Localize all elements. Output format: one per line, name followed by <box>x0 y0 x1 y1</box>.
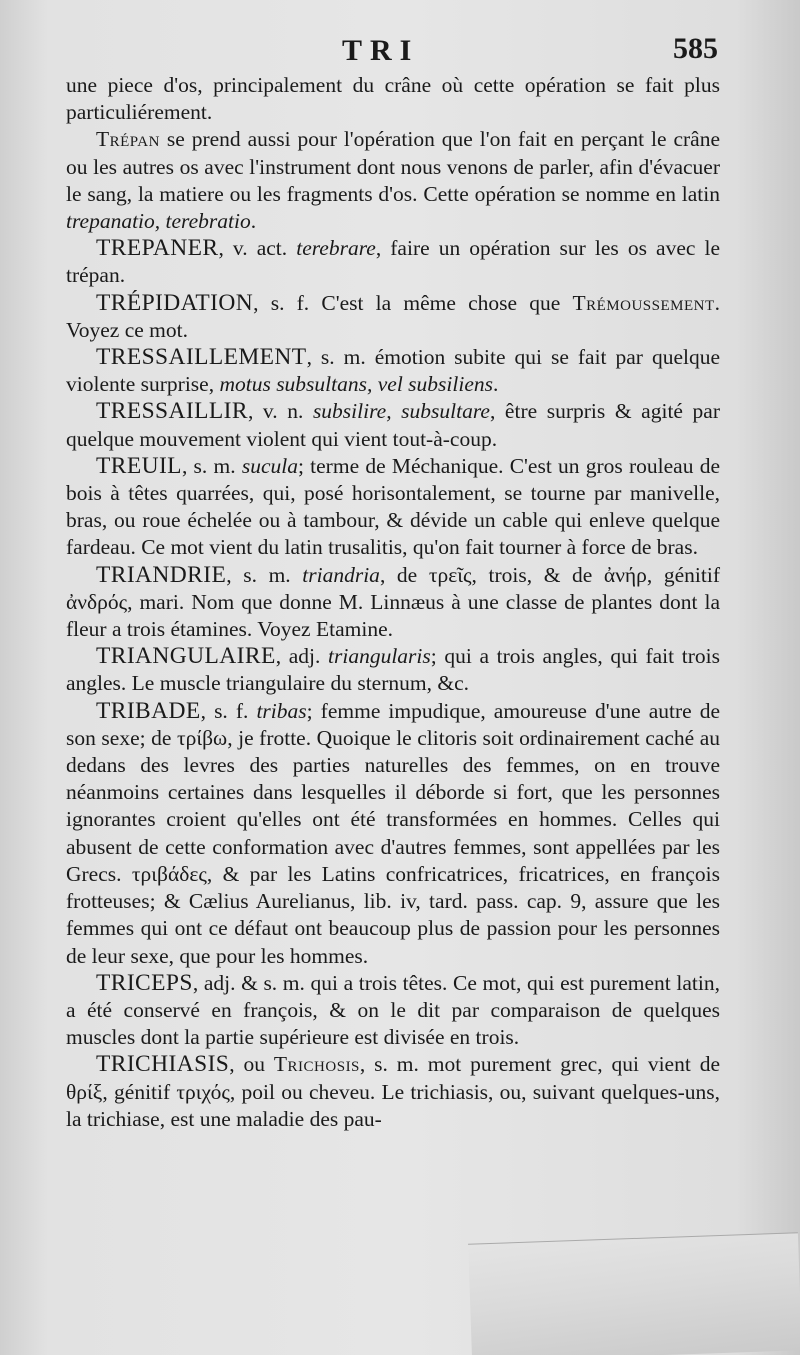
entry-tail: , s. m. mot purement grec, qui vient de θρίξ, génitif τριχός, poil ou cheveu. Le trichiasis, ou, suivant quelques-uns, la trichiase, est une maladie des pau- <box>66 1052 720 1131</box>
entry-text: , s. f. <box>200 698 257 723</box>
entry-tail: , de τρεῖς, trois, & de ἀνήρ, génitif ἀνδρός, mari. Nom que donne M. Linnæus à une classe de plantes dont la fleur a trois étamines. Voyez Etamine. <box>66 562 721 642</box>
dictionary-text <box>66 72 720 1133</box>
entry-text: , s. f. C'est la même chose que <box>253 290 573 315</box>
entry-latin: terebrare <box>296 236 376 261</box>
entry-tail: . <box>493 372 499 397</box>
entry-headword: TRIBADE <box>96 697 201 724</box>
entry-tail: , faire un opération sur les os avec le trépan. <box>66 236 720 288</box>
entry-text: , s. m. émotion subite qui se fait par quelque violente surprise, <box>66 345 720 397</box>
entry-triceps <box>66 970 720 1052</box>
entry-headword: TRESSAILLEMENT <box>96 344 307 371</box>
entry-tribade <box>66 698 720 970</box>
entry-text: se prend aussi pour l'opération que l'on fait en perçant le crâne ou les autres os avec l'instrument dont nous venons de parler, afin d'évacuer le sang, la matiere ou les fragments d'os. Cette opération se nomme en latin <box>66 127 720 206</box>
entry-text: , ou <box>229 1052 274 1077</box>
entry-tail: ; femme impudique, amoureuse d'une autre de son sexe; de τρίβω, je frotte. Quoique le clitoris soit ordinairement caché au dedans des levres des parties naturelles des femmes, on en trouve néanmoins certaines dans lesquelles il déborde si fort, que les personnes ignorantes croient qu'elles ont été transformées en hommes. Celles qui abusent de cette conformation avec d'autres femmes, sont appellées par les Grecs. τριβάδες, & par les Latins confricatrices, fricatrices, en françois frotteuses; & Cælius Aurelianus, lib. iv, tard. pass. cap. 9, assure que les femmes qui ont ce défaut ont beaucoup plus de passion pour les personnes de leur sexe, que pour les hommes. <box>66 698 721 968</box>
entry-headword: TRICEPS <box>96 969 193 996</box>
paragraph-text: une piece d'os, principalement du crâne où cette opération se fait plus particuliérement. <box>66 73 720 125</box>
entry-headword: TRIANGULAIRE <box>96 643 276 670</box>
running-head <box>0 28 800 68</box>
entry-headword: TRIANDRIE <box>96 561 227 588</box>
page-number: 585 <box>673 32 718 65</box>
entry-latin: motus subsultans, vel subsiliens <box>219 372 493 397</box>
entry-tressaillement <box>66 344 720 398</box>
entry-trepan <box>66 126 720 235</box>
torn-corner <box>468 1232 800 1355</box>
entry-latin: tribas <box>256 698 307 723</box>
entry-text: , s. m. <box>226 562 303 587</box>
entry-tail: ; qui a trois angles, qui fait trois angles. Le muscle triangulaire du sternum, &c. <box>66 644 720 696</box>
entry-headword: TRESSAILLIR <box>96 398 248 425</box>
entry-trichiasis <box>66 1051 720 1133</box>
continuation-paragraph <box>66 72 720 126</box>
running-head-title: TRI <box>342 34 420 67</box>
entry-tail: , être surpris & agité par quelque mouvement violent qui vient tout-à-coup. <box>66 399 720 451</box>
entry-triangulaire <box>66 643 720 697</box>
entry-headword: Trépan <box>96 127 160 152</box>
entry-text: , adj. & s. m. qui a trois têtes. Ce mot, qui est purement latin, a été conservé en françois, & on le dit par comparaison de quelques muscles dont la partie supérieure est divisée en trois. <box>66 970 720 1050</box>
entry-triandrie <box>66 562 720 644</box>
entry-latin: trepanatio, terebratio <box>66 209 251 234</box>
entry-headword: TREUIL <box>96 452 182 479</box>
entry-latin: triangularis <box>328 644 431 669</box>
entry-crossref: Trémoussement <box>572 290 715 315</box>
entry-treuil <box>66 453 720 562</box>
entry-tail: . <box>250 209 257 234</box>
entry-headword: TREPANER <box>96 235 219 262</box>
entry-tail: . Voyez ce mot. <box>66 290 720 342</box>
entry-tail: ; terme de Méchanique. C'est un gros rouleau de bois à têtes quarrées, qui, posé horisontalement, se tourne par manivelle, bras, ou roue échelée ou à tambour, & dévide un cable qui enleve quelque fardeau. Ce mot vient du latin trusalitis, qu'on fait tourner à force de bras. <box>66 453 720 560</box>
entry-latin: sucula <box>241 453 298 478</box>
entry-trepidation <box>66 290 720 344</box>
entry-latin: triandria <box>302 562 380 587</box>
entry-trepaner <box>66 235 720 289</box>
entry-text: , s. m. <box>181 453 242 478</box>
entry-tressaillir <box>66 398 720 452</box>
entry-latin: subsilire, subsultare <box>312 399 490 424</box>
entry-variant: Trichosis <box>273 1052 360 1077</box>
entry-headword: TRÉPIDATION <box>96 289 254 316</box>
entry-headword: TRICHIASIS <box>96 1051 230 1078</box>
entry-text: , v. act. <box>218 236 297 261</box>
entry-text: , adj. <box>275 644 328 669</box>
entry-text: , v. n. <box>247 399 313 424</box>
